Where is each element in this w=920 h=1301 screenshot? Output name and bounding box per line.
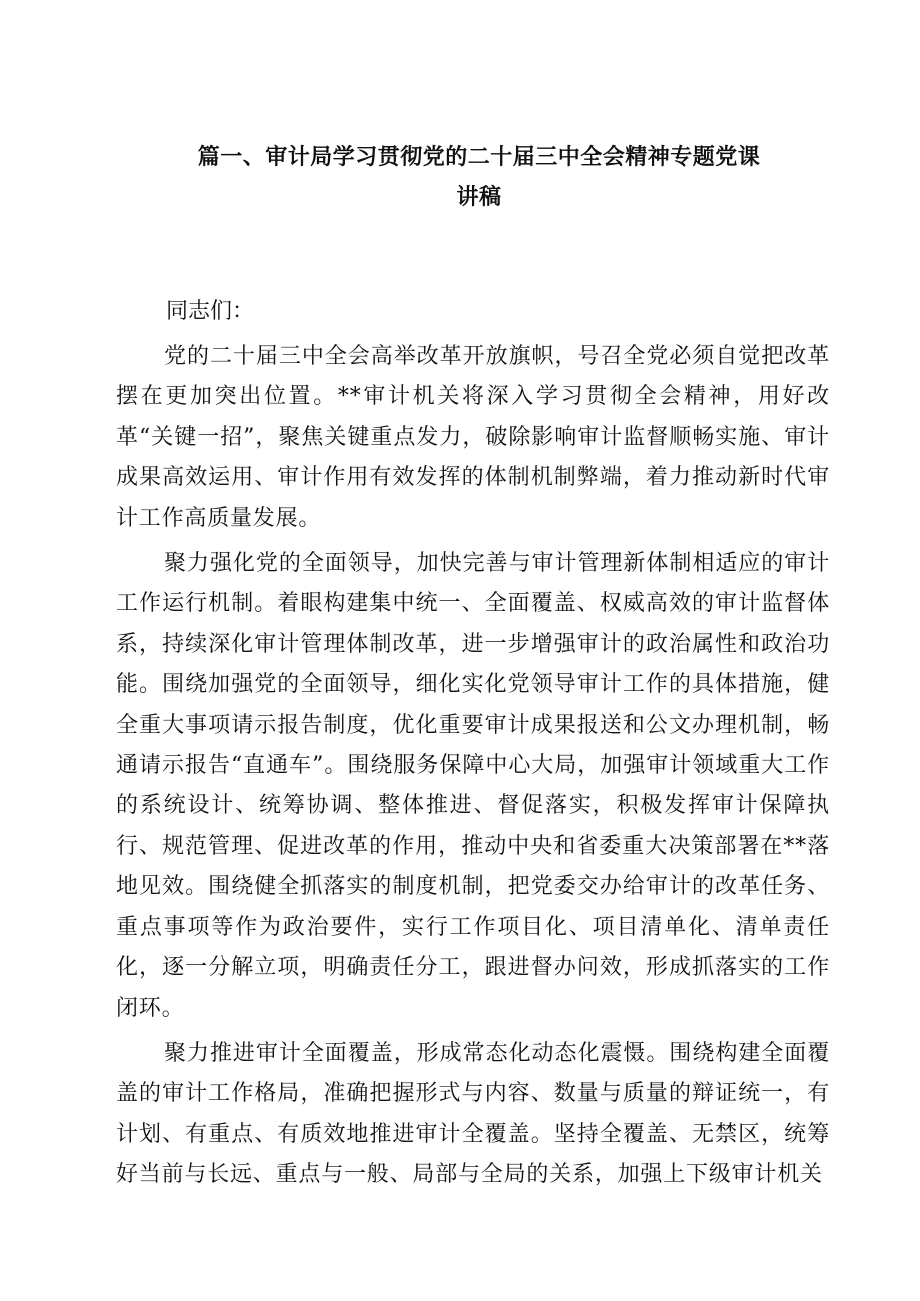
title-line-1: 篇一、审计局学习贯彻党的二十届三中全会精神专题党课: [197, 145, 761, 170]
paragraph-1: 党的二十届三中全会高举改革开放旗帜，号召全党必须自觉把改革摆在更加突出位置。**审计机关将深入学习贯彻全会精神，用好改革“关键一招”，聚焦关键重点发力，破除影响审计监督顺畅实施、审计成果高效运用、审计作用有效发挥的体制机制弊端，着力推动新时代审计工作高质量发展。: [116, 344, 830, 531]
title-line-2: 讲稿: [456, 185, 502, 210]
greeting: 同志们：: [166, 299, 255, 324]
paragraph-3: 聚力推进审计全面覆盖，形成常态化动态化震慑。围绕构建全面覆盖的审计工作格局，准确把握形式与内容、数量与质量的辩证统一，有计划、有重点、有质效地推进审计全覆盖。坚持全覆盖、无禁区，统筹好当前与长远、重点与一般、局部与全局的关系，加强上下级审计机关: [116, 1040, 830, 1188]
paragraph-2: 聚力强化党的全面领导，加快完善与审计管理新体制相适应的审计工作运行机制。着眼构建集中统一、全面覆盖、权威高效的审计监督体系，持续深化审计管理体制改革，进一步增强审计的政治属性和政治功能。围绕加强党的全面领导，细化实化党领导审计工作的具体措施，健全重大事项请示报告制度，优化重要审计成果报送和公文办理机制，畅通请示报告“直通车”。围绕服务保障中心大局，加强审计领域重大工作的系统设计、统筹协调、整体推进、督促落实，积极发挥审计保障执行、规范管理、促进改革的作用，推动中央和省委重大决策部署在**落地见效。围绕健全抓落实的制度机制，把党委交办给审计的改革任务、重点事项等作为政治要件，实行工作项目化、项目清单化、清单责任化，逐一分解立项，明确责任分工，跟进督办问效，形成抓落实的工作闭环。: [116, 551, 830, 1021]
document-title: [116, 138, 824, 218]
